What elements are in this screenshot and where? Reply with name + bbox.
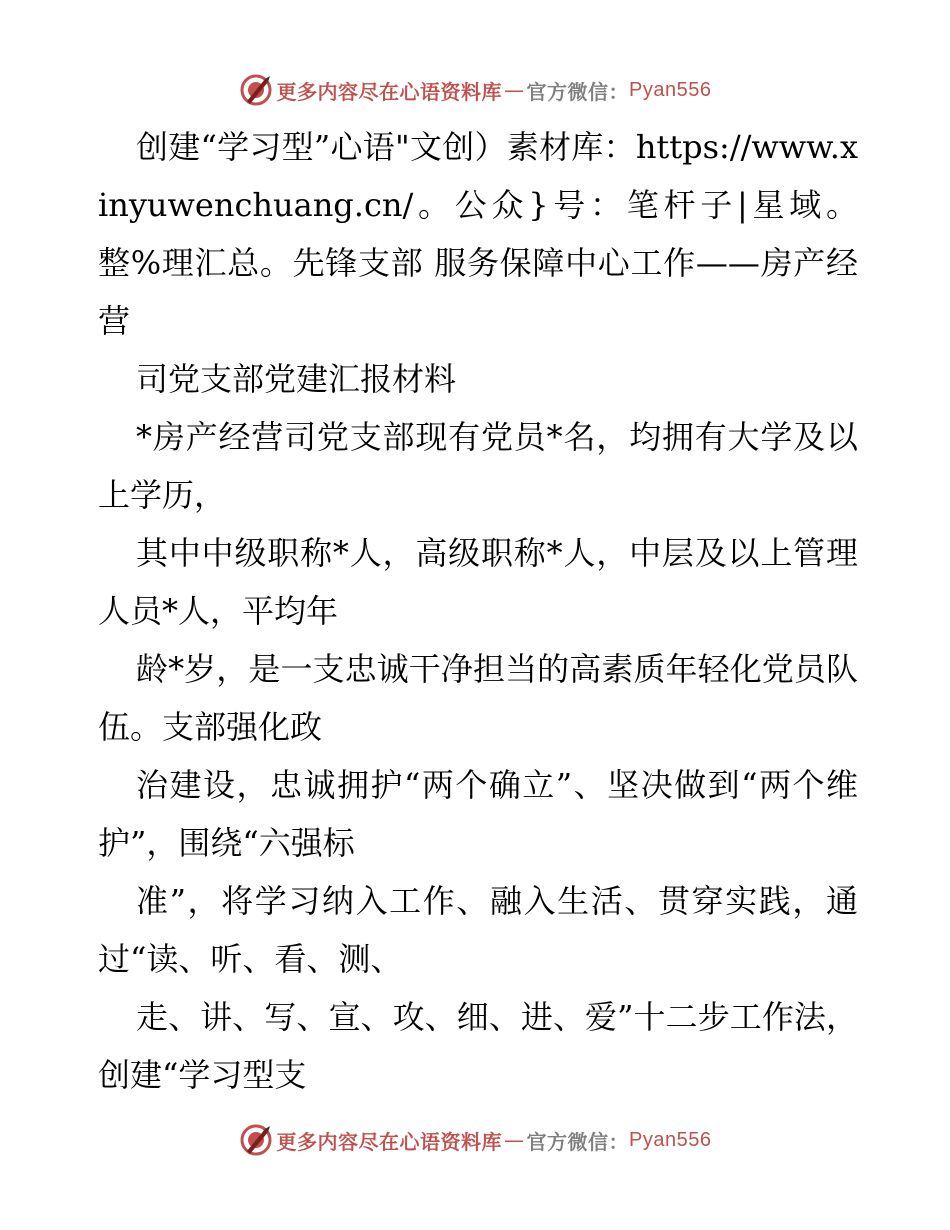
paragraph: 准”，将学习纳入工作、融入生活、贯穿实践，通过“读、听、看、测、 xyxy=(98,882,858,978)
pen-logo-icon xyxy=(239,1123,273,1157)
paragraph: 治建设，忠诚拥护“两个确立”、坚决做到“两个维护”，围绕“六强标 xyxy=(98,766,858,862)
paragraph: 走、讲、写、宣、攻、细、进、爱”十二步工作法，创建“学习型支 xyxy=(98,998,858,1094)
paragraph: 司党支部党建汇报材料 xyxy=(136,360,457,398)
banner-title: 更多内容尽在心语资料库 xyxy=(276,1129,503,1154)
document-body xyxy=(98,118,858,1104)
paragraph: 龄*岁，是一支忠诚干净担当的高素质年轻化党员队伍。支部强化政 xyxy=(98,650,858,746)
header-banner xyxy=(0,70,950,110)
paragraph: *房产经营司党支部现有党员*名，均拥有大学及以上学历， xyxy=(98,418,858,514)
banner-wechat-id: Pyan556 xyxy=(629,78,712,101)
paragraph: 创建“学习型”心语"文创）素材库：https://www.xinyuwenchuang.cn/。公众}号：笔杆子|星域。整%理汇总。先锋支部 服务保障中心工作——房产经营 xyxy=(98,128,858,340)
banner-separator: — xyxy=(504,78,525,102)
banner-wechat-label: 官方微信： xyxy=(526,1129,630,1154)
footer-banner xyxy=(0,1120,950,1160)
paragraph: 其中中级职称*人，高级职称*人，中层及以上管理人员*人，平均年 xyxy=(98,534,858,630)
pen-logo-icon xyxy=(239,73,273,107)
banner-wechat-label: 官方微信： xyxy=(526,79,630,104)
banner-separator: — xyxy=(504,1128,525,1152)
banner-title: 更多内容尽在心语资料库 xyxy=(276,79,503,104)
banner-wechat-id: Pyan556 xyxy=(629,1128,712,1151)
